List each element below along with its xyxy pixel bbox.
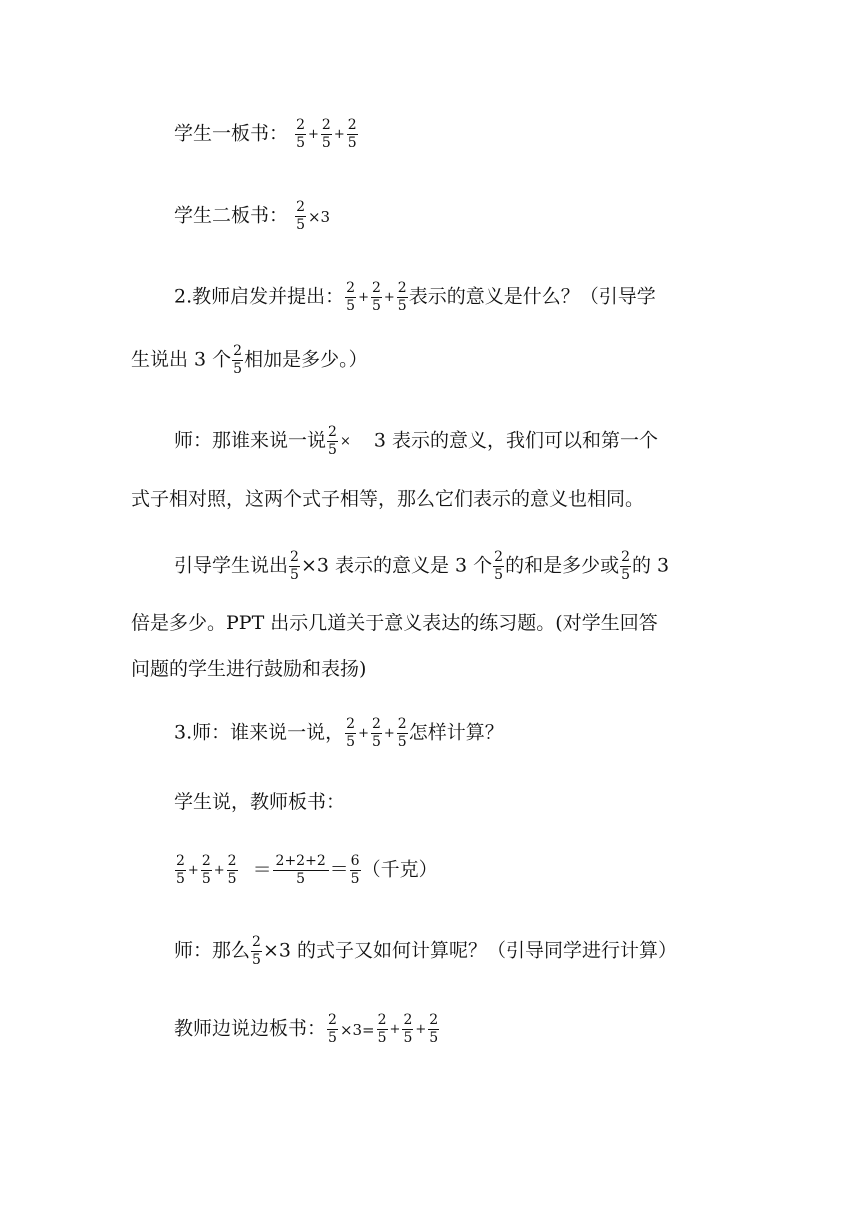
fraction: $\frac{2}{5}$ xyxy=(346,280,356,314)
plus-sign: + xyxy=(333,126,345,142)
fraction: $\frac{2}{5}$ xyxy=(346,716,356,750)
fraction: $\frac{2}{5}$ xyxy=(397,280,407,314)
plus-sign: + xyxy=(383,725,395,741)
fraction: $\frac{2}{5}$ xyxy=(377,1012,387,1046)
fraction: $\frac{2}{5}$ xyxy=(371,716,381,750)
text: 师：那谁来说一说 xyxy=(174,429,327,452)
unit-label: （千克） xyxy=(361,858,438,881)
text: 师：那么 xyxy=(174,939,251,962)
text: 表示的意义是什么？（引导学 xyxy=(408,285,656,308)
paragraph-7 xyxy=(174,935,774,968)
fraction: $\frac{2}{5}$ xyxy=(176,853,185,887)
plus-sign: + xyxy=(307,126,319,142)
fraction: $\frac{2}{5}$ xyxy=(429,1012,439,1046)
paragraph-8 xyxy=(174,1013,774,1046)
text: 学生二板书： xyxy=(174,204,289,227)
text: 的和是多少或 xyxy=(505,554,620,577)
fraction: $\frac{2}{5}$ xyxy=(371,280,381,314)
plus-sign: + xyxy=(187,862,199,878)
text: 3 表示的意义，我们可以和第一个 xyxy=(373,429,658,452)
text: ×3 的式子又如何计算呢？（引导同学进行计算） xyxy=(262,939,677,962)
plus-sign: + xyxy=(358,725,369,741)
paragraph-2-line-1 xyxy=(174,281,774,314)
paragraph-3-line-2 xyxy=(131,485,731,513)
text: 倍是多少。PPT 出示几道关于意义表达的练习题。(对学生回答 xyxy=(131,612,658,634)
fraction: $\frac{2}{5}$ xyxy=(397,716,407,750)
paragraph-5-line-1 xyxy=(174,717,774,750)
fraction-sum: $\frac{2+2+2}{5}$ xyxy=(273,854,329,887)
board-line-student-2 xyxy=(174,200,774,233)
paragraph-4-line-3 xyxy=(131,655,731,683)
plus-sign: + xyxy=(358,289,369,305)
equals-sign: ＝ xyxy=(329,858,349,881)
board-line-student-1 xyxy=(174,118,774,151)
text: 相加是多少。） xyxy=(244,348,368,371)
plus-sign: + xyxy=(389,1021,401,1037)
paragraph-3-line-1 xyxy=(174,425,774,458)
text: 2.教师启发并提出： xyxy=(174,285,345,308)
times-three: ×3 xyxy=(307,207,331,226)
text: ×3 表示的意义是 3 个 xyxy=(300,554,493,577)
plus-sign: + xyxy=(213,862,225,878)
text: 3.师：谁来说一说， xyxy=(174,721,345,744)
plus-sign: + xyxy=(415,1021,427,1037)
fraction: $\frac{2}{5}$ xyxy=(621,549,631,583)
fraction: $\frac{2}{5}$ xyxy=(321,117,331,151)
times-sign: × xyxy=(339,433,351,449)
fraction: $\frac{2}{5}$ xyxy=(296,199,305,233)
paragraph-4-line-1 xyxy=(174,550,774,583)
fraction: $\frac{2}{5}$ xyxy=(252,934,261,968)
fraction: $\frac{2}{5}$ xyxy=(233,343,243,377)
text: 引导学生说出 xyxy=(174,554,289,577)
fraction: $\frac{2}{5}$ xyxy=(227,853,237,887)
equals-sign: ＝ xyxy=(252,858,272,881)
text: 教师边说边板书： xyxy=(174,1017,327,1040)
plus-sign: + xyxy=(383,289,395,305)
fraction: $\frac{2}{5}$ xyxy=(296,117,305,151)
text: 的 3 xyxy=(632,554,670,577)
text: 问题的学生进行鼓励和表扬) xyxy=(131,658,367,680)
times-three-equals: ×3= xyxy=(339,1020,375,1039)
fraction: $\frac{2}{5}$ xyxy=(328,1012,337,1046)
fraction: $\frac{2}{5}$ xyxy=(403,1012,413,1046)
fraction: $\frac{2}{5}$ xyxy=(328,424,337,458)
paragraph-2-line-2 xyxy=(131,344,731,377)
fraction: $\frac{2}{5}$ xyxy=(347,117,357,151)
board-equation xyxy=(174,854,774,887)
paragraph-6 xyxy=(174,788,774,816)
fraction-result: $\frac{6}{5}$ xyxy=(350,853,360,887)
fraction: $\frac{2}{5}$ xyxy=(494,549,504,583)
text: 怎样计算？ xyxy=(408,721,504,744)
paragraph-4-line-2 xyxy=(131,609,731,637)
fraction: $\frac{2}{5}$ xyxy=(201,853,211,887)
text: 学生一板书： xyxy=(174,122,289,145)
text: 生说出 3 个 xyxy=(131,348,232,371)
fraction: $\frac{2}{5}$ xyxy=(290,549,299,583)
text: 式子相对照，这两个式子相等，那么它们表示的意义也相同。 xyxy=(131,488,645,510)
text: 学生说，教师板书： xyxy=(174,791,346,813)
